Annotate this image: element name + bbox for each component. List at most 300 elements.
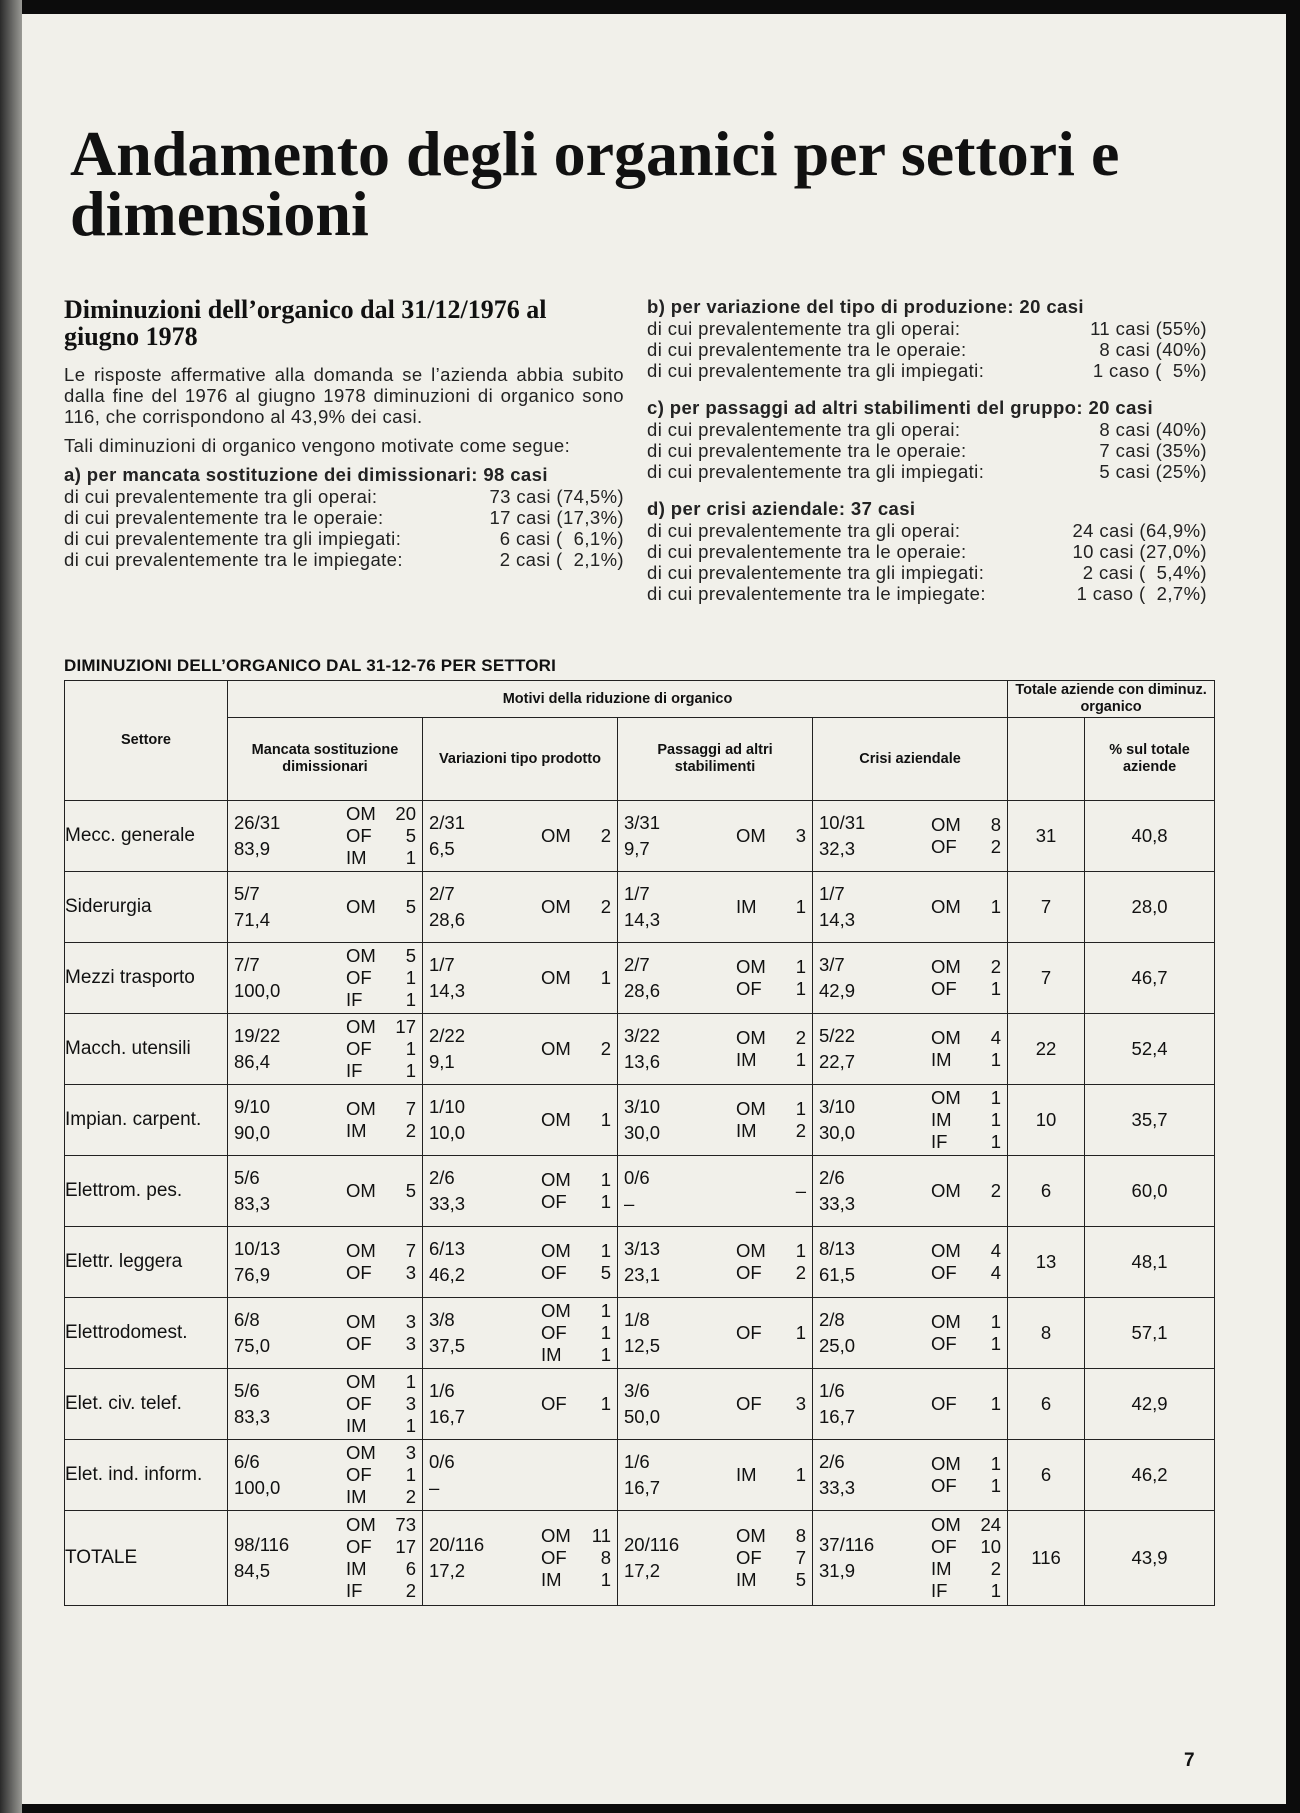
reason-categories <box>314 1371 416 1437</box>
reason-fraction <box>624 1094 704 1146</box>
total-cell: 8 <box>1008 1298 1085 1369</box>
category-count: 1 <box>990 978 1002 999</box>
category-count: 2 <box>990 1180 1002 1201</box>
reason-categories <box>509 1525 611 1591</box>
category-code: IM <box>346 847 367 868</box>
breakdown-value: 24 casi (64,9%) <box>1072 520 1207 541</box>
reason-categories <box>314 1514 416 1602</box>
motive-d-lines <box>647 520 1207 604</box>
category-count: 1 <box>405 967 416 988</box>
category-line <box>899 1333 1001 1355</box>
category-count: 3 <box>405 1393 416 1414</box>
category-count: 1 <box>600 1322 611 1343</box>
reason-ratio: 2/6 <box>429 1167 455 1188</box>
reason-ratio: 20/116 <box>429 1534 485 1555</box>
table-row <box>65 1085 1215 1156</box>
category-count: 1 <box>600 1393 611 1414</box>
header-motivi: Motivi della riduzione di organico <box>228 681 1008 718</box>
category-line <box>314 1580 416 1602</box>
reason-cell <box>423 1085 618 1156</box>
category-count: 2 <box>990 836 1002 857</box>
table-row <box>65 943 1215 1014</box>
category-count: 1 <box>405 1038 416 1059</box>
total-cell: 13 <box>1008 1227 1085 1298</box>
category-code: OM <box>346 803 376 824</box>
total-cell: 7 <box>1008 943 1085 1014</box>
motive-c-lines <box>647 419 1207 482</box>
category-code: IM <box>346 1415 367 1436</box>
category-line <box>704 1525 806 1547</box>
reason-cell <box>618 1014 813 1085</box>
category-line <box>704 978 806 1000</box>
reason-categories <box>314 1240 416 1284</box>
category-line <box>314 1240 416 1262</box>
reason-cell <box>423 1014 618 1085</box>
reason-cell-inner <box>618 881 812 933</box>
breakdown-value: 73 casi (74,5%) <box>489 486 624 507</box>
header-settore: Settore <box>65 681 228 801</box>
category-count: 5 <box>795 1569 806 1590</box>
category-code: OM <box>931 896 961 917</box>
reason-categories <box>899 1393 1001 1415</box>
category-code: OM <box>931 1514 961 1535</box>
percent-cell: 46,2 <box>1085 1440 1215 1511</box>
category-line <box>899 1180 1001 1202</box>
reason-cell-inner <box>618 1525 812 1591</box>
reason-categories <box>899 1514 1001 1602</box>
category-count: 1 <box>600 1169 611 1190</box>
reason-percent: 33,3 <box>819 1477 856 1498</box>
category-line <box>899 1580 1001 1602</box>
reason-categories <box>314 1016 416 1082</box>
reason-categories <box>899 1087 1001 1153</box>
breakdown-line <box>647 461 1207 482</box>
reason-categories <box>509 1169 611 1213</box>
category-code: OF <box>736 978 762 999</box>
reason-fraction <box>819 1094 899 1146</box>
category-code: OM <box>346 1442 376 1463</box>
category-line <box>899 1240 1001 1262</box>
motive-b-lines <box>647 318 1207 381</box>
reason-cell <box>618 943 813 1014</box>
reason-percent: 9,1 <box>429 1051 455 1072</box>
category-code: OF <box>346 1393 372 1414</box>
breakdown-line <box>647 520 1207 541</box>
category-line <box>314 1120 416 1142</box>
category-count: 1 <box>990 1333 1002 1354</box>
category-count: 1 <box>990 1393 1002 1414</box>
reason-ratio: 98/116 <box>234 1534 290 1555</box>
breakdown-line <box>64 486 624 507</box>
category-count: 6 <box>405 1558 416 1579</box>
reason-percent: 13,6 <box>624 1051 661 1072</box>
reason-ratio: 3/7 <box>819 954 845 975</box>
category-line <box>899 814 1001 836</box>
category-count: 5 <box>405 825 416 846</box>
reason-percent: 84,5 <box>234 1560 271 1581</box>
category-count: 2 <box>600 896 611 917</box>
reason-cell <box>423 1440 618 1511</box>
page-binding-edge <box>0 0 22 1813</box>
category-count: 4 <box>990 1262 1002 1283</box>
reason-cell-inner <box>228 945 422 1011</box>
reason-categories <box>704 1525 806 1591</box>
category-count: 1 <box>990 1580 1002 1601</box>
reason-cell-inner <box>618 1023 812 1075</box>
category-line <box>899 1393 1001 1415</box>
breakdown-value: 11 casi (55%) <box>1090 318 1207 339</box>
reason-ratio: 10/13 <box>234 1238 281 1259</box>
category-line <box>314 967 416 989</box>
category-line <box>704 1262 806 1284</box>
reason-ratio: 19/22 <box>234 1025 281 1046</box>
reason-percent: 76,9 <box>234 1264 271 1285</box>
reason-categories <box>509 967 611 989</box>
page-title: Andamento degli organici per settori e dimensioni <box>70 118 1120 249</box>
reason-percent: 10,0 <box>429 1122 466 1143</box>
category-line <box>314 847 416 869</box>
category-line <box>314 989 416 1011</box>
reason-cell-inner <box>228 1514 422 1602</box>
table-row <box>65 872 1215 943</box>
category-code: IM <box>931 1049 952 1070</box>
category-code: IM <box>346 1486 367 1507</box>
reason-cell-inner <box>423 881 617 933</box>
reason-ratio: 20/116 <box>624 1534 680 1555</box>
category-line <box>314 945 416 967</box>
category-code: OF <box>931 1262 957 1283</box>
category-code: OM <box>931 1180 961 1201</box>
category-line <box>704 1027 806 1049</box>
reason-cell-inner <box>813 881 1007 933</box>
category-count: 1 <box>795 1098 806 1119</box>
reason-cell <box>423 1156 618 1227</box>
category-line <box>509 1038 611 1060</box>
category-count: 8 <box>795 1525 806 1546</box>
total-cell: 116 <box>1008 1511 1085 1606</box>
category-code: OF <box>736 1393 762 1414</box>
reason-cell <box>618 1156 813 1227</box>
reason-percent: 12,5 <box>624 1335 661 1356</box>
reason-percent: 17,2 <box>624 1560 661 1581</box>
category-line <box>509 1169 611 1191</box>
header-mancata: Mancata sostituzione dimissionari <box>228 718 423 801</box>
reason-percent: 31,9 <box>819 1560 856 1581</box>
reason-percent: 14,3 <box>429 980 466 1001</box>
category-line <box>704 1240 806 1262</box>
reason-cell-inner <box>423 1378 617 1430</box>
category-code: OM <box>931 1240 961 1261</box>
category-count: 11 <box>591 1525 611 1546</box>
reason-ratio: 3/8 <box>429 1309 455 1330</box>
reason-cell-inner <box>423 1525 617 1591</box>
category-line <box>509 1344 611 1366</box>
reason-categories <box>509 1300 611 1366</box>
sector-cell: Elet. civ. telef. <box>65 1369 228 1440</box>
category-code: IF <box>931 1131 948 1152</box>
category-code: IM <box>346 1558 367 1579</box>
sector-cell: Siderurgia <box>65 872 228 943</box>
reason-cell <box>618 801 813 872</box>
percent-cell: 48,1 <box>1085 1227 1215 1298</box>
motive-a-block <box>64 464 624 570</box>
total-cell: 31 <box>1008 801 1085 872</box>
reason-cell-inner <box>228 881 422 933</box>
breakdown-value: 6 casi ( 6,1%) <box>499 528 624 549</box>
breakdown-label: di cui prevalentemente tra gli impiegati: <box>64 528 402 549</box>
category-code: OM <box>346 1371 376 1392</box>
reason-ratio: 5/7 <box>234 883 260 904</box>
reason-fraction <box>429 1378 509 1430</box>
category-count: 2 <box>405 1120 416 1141</box>
category-code: IM <box>931 1109 952 1130</box>
reason-cell <box>618 1511 813 1606</box>
reason-percent: 61,5 <box>819 1264 856 1285</box>
category-line <box>509 1191 611 1213</box>
reason-cell <box>228 1511 423 1606</box>
category-line <box>314 1311 416 1333</box>
category-code: OF <box>541 1547 567 1568</box>
sector-cell: TOTALE <box>65 1511 228 1606</box>
category-line <box>704 956 806 978</box>
breakdown-label: di cui prevalentemente tra le operaie: <box>647 440 967 461</box>
category-code: OF <box>541 1262 567 1283</box>
reason-fraction <box>429 1532 509 1584</box>
reason-ratio: 1/7 <box>819 883 845 904</box>
category-code: IM <box>541 1569 562 1590</box>
category-count: 8 <box>990 814 1002 835</box>
breakdown-label: di cui prevalentemente tra gli impiegati: <box>647 461 985 482</box>
left-column <box>64 296 624 586</box>
category-count: 1 <box>600 1344 611 1365</box>
reason-percent: 30,0 <box>624 1122 661 1143</box>
category-code: IF <box>346 1580 363 1601</box>
category-line <box>314 1536 416 1558</box>
reason-percent: 16,7 <box>819 1406 856 1427</box>
reason-cell <box>423 1227 618 1298</box>
reason-ratio: 3/22 <box>624 1025 661 1046</box>
category-count: 1 <box>795 1322 806 1343</box>
page-number: 7 <box>1184 1750 1195 1771</box>
category-line <box>509 1525 611 1547</box>
reason-categories <box>704 1240 806 1284</box>
reason-cell <box>813 1227 1008 1298</box>
category-line <box>314 1486 416 1508</box>
reason-ratio: 3/31 <box>624 812 661 833</box>
reason-fraction <box>624 1236 704 1288</box>
reason-categories <box>704 1393 806 1415</box>
reason-cell <box>423 872 618 943</box>
reason-ratio: 0/6 <box>429 1451 455 1472</box>
reason-cell-inner <box>813 1087 1007 1153</box>
motive-a-heading: a) per mancata sostituzione dei dimissionari: 98 casi <box>64 464 548 485</box>
reason-categories <box>704 1098 806 1142</box>
breakdown-label: di cui prevalentemente tra gli operai: <box>647 419 961 440</box>
reason-cell-inner <box>618 952 812 1004</box>
category-count: 2 <box>405 1580 416 1601</box>
reason-cell <box>618 1298 813 1369</box>
category-line <box>509 1262 611 1284</box>
percent-cell: 35,7 <box>1085 1085 1215 1156</box>
reason-cell <box>228 943 423 1014</box>
reason-fraction <box>429 1165 509 1217</box>
category-line <box>899 1536 1001 1558</box>
motives-paragraph: Tali diminuzioni di organico vengono motivate come segue: <box>64 435 571 456</box>
category-count: 1 <box>405 989 416 1010</box>
reason-cell-inner <box>813 1236 1007 1288</box>
breakdown-line <box>64 528 624 549</box>
category-code: OM <box>541 967 571 988</box>
breakdown-value: 5 casi (25%) <box>1099 461 1207 482</box>
percent-cell: 40,8 <box>1085 801 1215 872</box>
reason-categories <box>899 956 1001 1000</box>
category-code: OF <box>346 967 372 988</box>
category-line <box>509 1569 611 1591</box>
category-line <box>899 1514 1001 1536</box>
reason-cell-inner <box>813 1449 1007 1501</box>
category-line <box>899 1087 1001 1109</box>
reason-percent: 83,3 <box>234 1193 271 1214</box>
reason-cell-inner <box>618 1378 812 1430</box>
category-code: OF <box>736 1262 762 1283</box>
reason-percent: 33,3 <box>819 1193 856 1214</box>
category-line <box>704 1180 806 1202</box>
reason-cell <box>813 1298 1008 1369</box>
reason-percent: 37,5 <box>429 1335 466 1356</box>
category-line <box>314 825 416 847</box>
category-line <box>704 1393 806 1415</box>
reason-ratio: 1/7 <box>624 883 650 904</box>
reason-cell-inner <box>423 810 617 862</box>
reason-ratio: 3/10 <box>624 1096 661 1117</box>
reason-ratio: 0/6 <box>624 1167 650 1188</box>
reason-cell-inner <box>813 1514 1007 1602</box>
total-cell: 22 <box>1008 1014 1085 1085</box>
reason-cell <box>228 1440 423 1511</box>
reason-fraction <box>624 1165 704 1217</box>
reason-fraction <box>429 881 509 933</box>
category-line <box>314 1371 416 1393</box>
category-line <box>704 1120 806 1142</box>
reason-cell <box>618 1369 813 1440</box>
motive-b-block <box>647 296 1207 381</box>
category-line <box>899 1475 1001 1497</box>
reason-fraction <box>429 1236 509 1288</box>
reason-cell <box>813 872 1008 943</box>
reason-ratio: 6/13 <box>429 1238 466 1259</box>
reason-categories <box>704 1027 806 1071</box>
reason-fraction <box>819 1449 899 1501</box>
category-count: 1 <box>795 978 806 999</box>
category-count: 1 <box>600 967 611 988</box>
reason-cell-inner <box>423 1023 617 1075</box>
breakdown-line <box>647 318 1207 339</box>
reason-categories <box>314 1180 416 1202</box>
reason-cell <box>618 872 813 943</box>
category-code: IM <box>736 1120 757 1141</box>
reason-fraction <box>429 810 509 862</box>
breakdown-value: 1 caso ( 2,7%) <box>1076 583 1207 604</box>
reason-cell-inner <box>228 1016 422 1082</box>
reason-cell-inner <box>228 1371 422 1437</box>
reason-categories <box>509 1038 611 1060</box>
reason-percent: 28,6 <box>624 980 661 1001</box>
reason-percent: 83,9 <box>234 838 271 859</box>
reason-fraction <box>429 1449 509 1501</box>
category-count: 20 <box>395 803 416 824</box>
breakdown-value: 8 casi (40%) <box>1099 339 1207 360</box>
category-count: 1 <box>795 956 806 977</box>
category-line <box>314 1098 416 1120</box>
reason-ratio: 6/8 <box>234 1309 260 1330</box>
category-code: OM <box>736 1525 766 1546</box>
category-count: 1 <box>990 896 1002 917</box>
category-code: IM <box>736 1464 757 1485</box>
category-count: 73 <box>395 1514 416 1535</box>
reason-fraction <box>429 1023 509 1075</box>
reason-cell <box>228 1227 423 1298</box>
reason-categories <box>314 803 416 869</box>
category-line <box>899 1558 1001 1580</box>
category-line <box>704 1098 806 1120</box>
breakdown-label: di cui prevalentemente tra le operaie: <box>647 339 967 360</box>
category-line <box>509 825 611 847</box>
reason-fraction <box>624 1449 704 1501</box>
category-line <box>899 1262 1001 1284</box>
breakdown-line <box>647 562 1207 583</box>
category-count: 3 <box>405 1333 416 1354</box>
reason-categories <box>899 896 1001 918</box>
reason-fraction <box>624 1023 704 1075</box>
category-code: OM <box>346 1514 376 1535</box>
category-line <box>314 1180 416 1202</box>
category-count: 1 <box>990 1049 1002 1070</box>
reason-percent: 50,0 <box>624 1406 661 1427</box>
category-code: OF <box>931 978 957 999</box>
category-code: OM <box>931 1453 961 1474</box>
reason-cell-inner <box>813 1023 1007 1075</box>
reason-percent: 17,2 <box>429 1560 466 1581</box>
breakdown-line <box>647 583 1207 604</box>
sector-cell: Elettrodomest. <box>65 1298 228 1369</box>
category-code: OM <box>541 896 571 917</box>
category-line <box>899 1049 1001 1071</box>
motive-c-heading: c) per passaggi ad altri stabilimenti del gruppo: 20 casi <box>647 397 1153 418</box>
reason-ratio: 5/6 <box>234 1380 260 1401</box>
breakdown-line <box>64 549 624 570</box>
category-count: 10 <box>980 1536 1002 1557</box>
category-code: OM <box>736 1098 766 1119</box>
category-count: 3 <box>405 1262 416 1283</box>
reason-ratio: 7/7 <box>234 954 260 975</box>
header-totale: Totale aziende con diminuz. organico <box>1008 681 1215 718</box>
category-code: IM <box>736 896 757 917</box>
reason-fraction <box>624 1532 704 1584</box>
category-line <box>704 1569 806 1591</box>
reason-percent: 42,9 <box>819 980 856 1001</box>
total-cell: 10 <box>1008 1085 1085 1156</box>
category-code: IM <box>736 1569 757 1590</box>
table-title: DIMINUZIONI DELL’ORGANICO DAL 31-12-76 PER SETTORI <box>64 656 557 675</box>
reason-ratio: 2/31 <box>429 812 466 833</box>
reason-cell <box>423 943 618 1014</box>
percent-cell: 28,0 <box>1085 872 1215 943</box>
reason-categories <box>314 1442 416 1508</box>
breakdown-line <box>64 507 624 528</box>
category-count: 1 <box>600 1191 611 1212</box>
motive-d-heading: d) per crisi aziendale: 37 casi <box>647 498 916 519</box>
reason-cell <box>813 1369 1008 1440</box>
